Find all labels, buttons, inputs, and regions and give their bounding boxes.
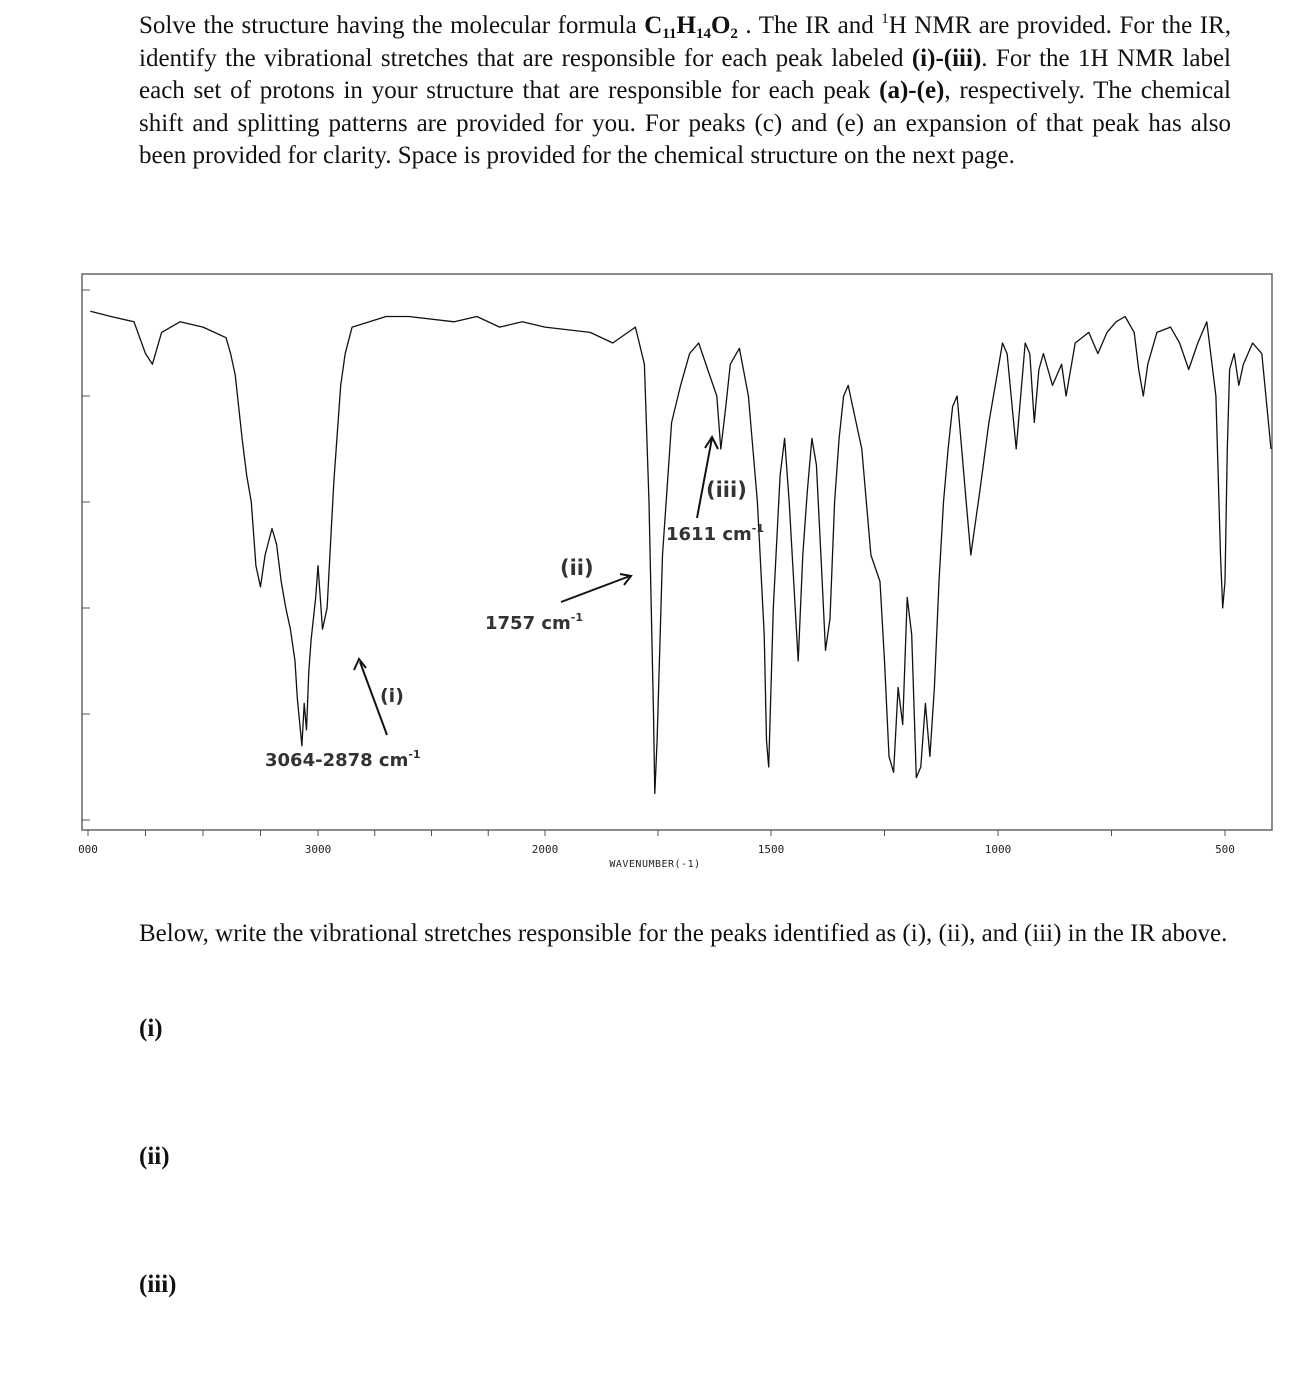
x-tick-label: 500 [1215, 843, 1235, 856]
answer-label-i: (i) [139, 1015, 163, 1042]
nmr-peak-range: (a)-(e) [879, 77, 945, 104]
annotation-iii-label: (iii) [706, 478, 747, 502]
annotation-ii-value [485, 611, 583, 634]
annotation-ii-unit: -1 [570, 611, 584, 624]
annotation-ii [485, 556, 631, 634]
annotation-i-value [265, 748, 421, 771]
question-part-2: . The IR and [737, 12, 882, 39]
y-axis-ticks [82, 290, 90, 820]
x-tick-label: 2000 [531, 843, 559, 856]
question-part-4: . For the 1H NMR label each set of protons in your structure that are responsible for each peak [139, 44, 1231, 104]
formula-hydrogen: H [676, 12, 696, 39]
formula-hydrogen-count: 14 [695, 26, 711, 42]
plot-frame [82, 274, 1272, 830]
instructions-text: Below, write the vibrational stretches responsible for the peaks identified as (i), (ii), and (iii) in the IR above. [139, 920, 1228, 947]
hydrogen-mass-number: 1 [881, 11, 889, 27]
annotation-iii-unit: -1 [751, 522, 765, 535]
x-tick-label: 1500 [757, 843, 785, 856]
annotation-iii-value [666, 522, 764, 545]
annotation-ii-label: (ii) [560, 556, 594, 580]
formula-carbon: C [644, 12, 663, 39]
ir-spectrum-line [90, 311, 1271, 793]
annotation-i-unit: -1 [408, 748, 421, 761]
x-tick-label: 3000 [304, 843, 332, 856]
x-axis-title: WAVENUMBER(-1) [609, 859, 701, 870]
annotation-i [265, 659, 421, 771]
answer-label-ii: (ii) [139, 1143, 170, 1170]
formula-carbon-count: 11 [662, 26, 677, 42]
formula-oxygen: O [710, 12, 731, 39]
question-part-5: , respectively. The chemical shift and splitting patterns are provided for you. For peaks (c) and (e) an expansion of that peak has also been provided for clarity. Space is provided for the chemical structure on the next page. [139, 77, 1231, 169]
annotation-iii [666, 437, 764, 545]
annotation-i-value-text: 3064-2878 cm [265, 750, 409, 771]
formula-oxygen-count: 2 [730, 26, 738, 42]
x-tick-label: 1000 [984, 843, 1012, 856]
annotation-iii-value-text: 1611 cm [666, 524, 752, 545]
x-axis-ticks [88, 830, 1225, 836]
answer-label-iii: (iii) [139, 1271, 177, 1298]
x-axis-tick-labels [78, 843, 1235, 856]
question-part-3: H NMR are provided. For the IR, identify the vibrational stretches that are responsible for each peak labeled [139, 12, 1231, 72]
annotation-i-label: (i) [380, 685, 404, 707]
annotation-ii-value-text: 1757 cm [485, 613, 571, 634]
question-part-1: Solve the structure having the molecular formula [139, 12, 645, 39]
x-tick-label: 000 [78, 843, 98, 856]
ir-peak-range: (i)-(iii) [911, 44, 982, 72]
